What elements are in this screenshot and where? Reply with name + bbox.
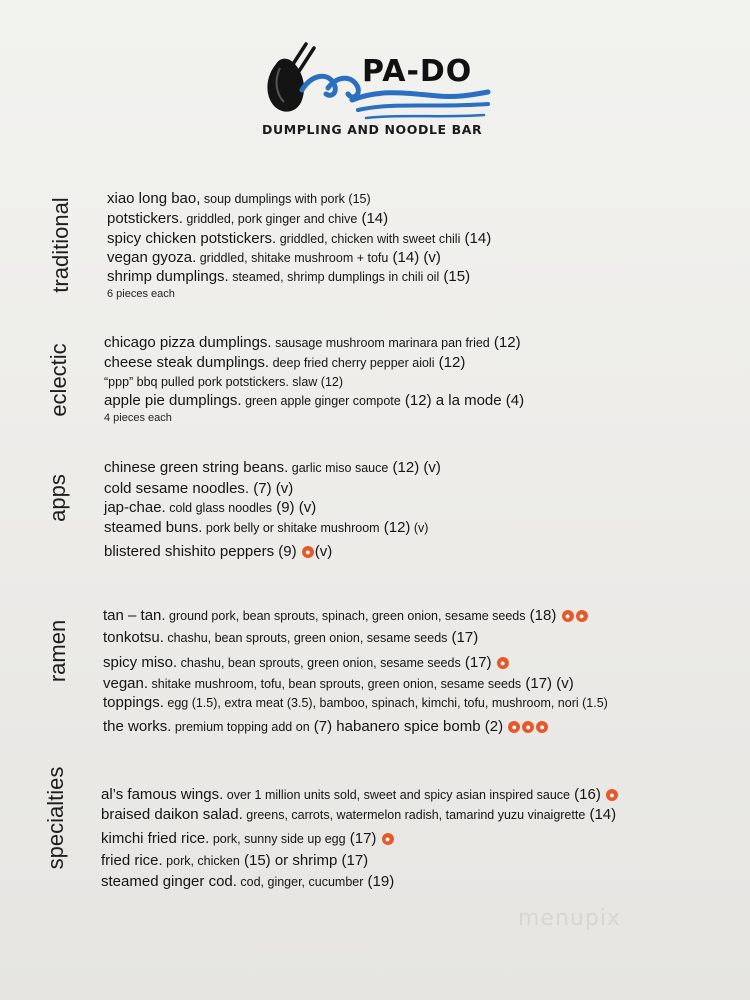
menu-item: al’s famous wings. over 1 million units sold, sweet and spicy asian inspired sauce (16) ● xyxy=(101,786,619,804)
menu-item: kimchi fried rice. pork, sunny side up egg (17) ● xyxy=(101,830,395,848)
menu-item: vegan gyoza. griddled, shitake mushroom + tofu (14) (v) xyxy=(107,249,441,266)
chili-pepper-icon: ● xyxy=(522,721,534,733)
brand-name: PA-DO xyxy=(362,54,473,89)
chili-pepper-icon: ● xyxy=(508,721,520,733)
menu-item: fried rice. pork, chicken (15) or shrimp (17) xyxy=(101,852,369,869)
portion-note: 4 pieces each xyxy=(104,412,172,424)
menu-item: jap-chae. cold glass noodles (9) (v) xyxy=(104,499,317,516)
menu-item: shrimp dumplings. steamed, shrimp dumplings in chili oil (15) xyxy=(107,268,471,285)
portion-note: 6 pieces each xyxy=(107,288,175,300)
menu-item: the works. premium topping add on (7) habanero spice bomb (2) ● ● ● xyxy=(103,718,549,736)
menu-item: vegan. shitake mushroom, tofu, bean sprouts, green onion, sesame seeds (17) (v) xyxy=(103,675,574,692)
menu-item: steamed ginger cod. cod, ginger, cucumber (19) xyxy=(101,873,395,890)
restaurant-logo xyxy=(262,38,502,148)
watermark: menupix xyxy=(518,906,621,931)
menu-item: cold sesame noodles. (7) (v) xyxy=(104,480,294,497)
menu-item: tonkotsu. chashu, bean sprouts, green onion, sesame seeds (17) xyxy=(103,629,479,646)
menu-item: tan – tan. ground pork, bean sprouts, spinach, green onion, sesame seeds (18) ● ● xyxy=(103,607,589,625)
menu-item: xiao long bao, soup dumplings with pork (15) xyxy=(107,190,371,207)
chili-pepper-icon: ● xyxy=(382,833,394,845)
menu-item: toppings. egg (1.5), extra meat (3.5), bamboo, spinach, kimchi, tofu, mushroom, nori (1.5) xyxy=(103,694,608,711)
chili-pepper-icon: ● xyxy=(606,789,618,801)
menu-item: chinese green string beans. garlic miso sauce (12) (v) xyxy=(104,459,441,476)
chili-pepper-icon: ● xyxy=(497,657,509,669)
menu-item: chicago pizza dumplings. sausage mushroom marinara pan fried (12) xyxy=(104,334,521,351)
brand-tagline: DUMPLING AND NOODLE BAR xyxy=(262,122,483,137)
section-label-ramen: ramen xyxy=(45,619,70,683)
section-label-apps: apps xyxy=(45,474,70,522)
section-label-traditional: traditional xyxy=(48,197,73,293)
chili-pepper-icon: ● xyxy=(536,721,548,733)
chili-pepper-icon: ● xyxy=(562,610,574,622)
menu-item: cheese steak dumplings. deep fried cherry pepper aioli (12) xyxy=(104,354,466,371)
menu-item: apple pie dumplings. green apple ginger compote (12) a la mode (4) xyxy=(104,392,525,409)
chili-pepper-icon: ● xyxy=(302,546,314,558)
menu-item: steamed buns. pork belly or shitake mushroom (12) (v) xyxy=(104,519,429,536)
chili-pepper-icon: ● xyxy=(576,610,588,622)
menu-item: “ppp” bbq pulled pork potstickers. slaw (12) xyxy=(104,375,344,389)
menu-item: spicy chicken potstickers. griddled, chicken with sweet chili (14) xyxy=(107,230,492,247)
menu-item: braised daikon salad. greens, carrots, watermelon radish, tamarind yuzu vinaigrette (14) xyxy=(101,806,617,823)
menu-item: spicy miso. chashu, bean sprouts, green onion, sesame seeds (17) ● xyxy=(103,654,510,672)
menu-item: potstickers. griddled, pork ginger and chive (14) xyxy=(107,210,389,227)
section-label-eclectic: eclectic xyxy=(46,343,71,417)
section-label-specialties: specialties xyxy=(43,766,68,870)
menu-item: blistered shishito peppers (9) ● (v) xyxy=(104,543,333,560)
